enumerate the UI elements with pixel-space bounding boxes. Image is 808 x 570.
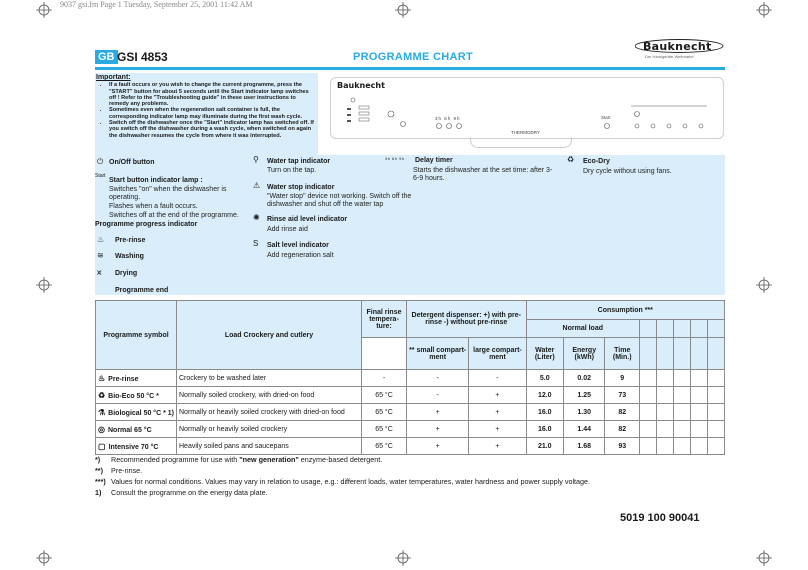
salt-level-title: Salt level indicator (267, 242, 329, 249)
registration-mark-icon (36, 2, 52, 18)
header-rule (95, 67, 725, 70)
page-header (95, 40, 725, 68)
eco-dry-icon: ♻ (567, 155, 575, 164)
col-consumption: Consumption *** (526, 301, 724, 320)
col-normal-load: Normal load (526, 320, 639, 338)
start-indicator-text: Switches "on" when the dishwasher is operating. Flashes when a fault occurs. Switches off at the end of the programme. (109, 186, 239, 219)
col-small-compartment: ** small compart- ment (407, 338, 469, 370)
country-badge: GB (95, 50, 118, 64)
important-notice (95, 73, 318, 155)
important-item: • Switch off the dishwasher once the "Start" indicator lamp has switched off. If you switch off the dishwasher during a wash cycle, when switched on again the dishwasher resumes the cycle from where it was interrupted. (109, 120, 314, 139)
registration-mark-icon (756, 277, 772, 293)
prerinse-icon: ♨ (97, 235, 105, 244)
footnotes (95, 454, 590, 498)
registration-mark-icon (36, 277, 52, 293)
col-time: Time (Min.) (605, 338, 640, 370)
eco-dry-text: Dry cycle without using fans. (583, 168, 672, 175)
col-large-compartment: large compart- ment (469, 338, 526, 370)
panel-controls-icon (331, 78, 723, 138)
col-final-rinse: Final rinse tempera- ture: (362, 301, 407, 338)
col-programme-symbol: Programme symbol (96, 301, 177, 370)
footnote: ***) Values for normal conditions. Values may vary in relation to usage, e.g.: different loads, water temperatures, water hardness and power supply voltage. (95, 477, 591, 486)
footnote: **) Pre-rinse. (95, 466, 143, 475)
delay-timer-text: Starts the dishwasher at the set time: after 3-6-9 hours. (413, 167, 553, 182)
start-label-icon: Start (95, 173, 106, 179)
col-detergent: Detergent dispenser: +) with pre-rinse -) without pre-rinse (407, 301, 527, 338)
control-panel-base (470, 137, 572, 148)
biological-icon: ⚗ (98, 407, 106, 417)
panel-start-label: Start (601, 115, 611, 120)
programme-table (95, 300, 725, 455)
file-header-line: 9037 gsi.fm Page 1 Tuesday, September 25, 2001 11:42 AM (60, 0, 253, 9)
delay-timer-icon: 3h 6h 9h (385, 156, 405, 161)
delay-timer-title: Delay timer (415, 157, 453, 164)
registration-mark-icon (395, 2, 411, 18)
water-stop-text: "Water stop" device not working. Switch off the dishwasher and shut off the water tap (267, 193, 412, 208)
control-panel-illustration (320, 73, 725, 155)
water-stop-title: Water stop indicator (267, 184, 335, 191)
table-row: ♨ Pre-rinse Crockery to be washed later - - - 5.0 0.02 9 (96, 370, 725, 387)
intensive-icon: ▢ (98, 441, 106, 451)
rinse-aid-text: Add rinse aid (267, 226, 308, 233)
page-title: PROGRAMME CHART (353, 51, 473, 63)
drying-icon: ⩙ (97, 268, 102, 277)
programme-end-label: Programme end (115, 287, 169, 294)
table-row: ⚗ Biological 50 °C * 1) Normally or heavily soiled crockery with dried-on food 65 °C + + 16.0 1.30 82 (96, 404, 725, 421)
table-row: ♻ Bio-Eco 50 °C * Normally soiled crockery, with dried-on food 65 °C - + 12.0 1.25 73 (96, 387, 725, 404)
bio-eco-icon: ♻ (98, 390, 106, 400)
water-tap-text: Turn on the tap. (267, 167, 317, 174)
important-title: Important: (96, 74, 131, 81)
col-water: Water (Liter) (526, 338, 563, 370)
rinse-aid-icon: ✺ (253, 213, 260, 222)
model-number: GSI 4853 (117, 50, 168, 64)
part-number: 5019 100 90041 (620, 512, 700, 524)
progress-indicator-title: Programme progress indicator (95, 221, 198, 228)
drying-label: Drying (115, 270, 138, 277)
normal-icon: ◎ (98, 424, 105, 434)
footnote: *) Recommended programme for use with "new generation" enzyme-based detergent. (95, 455, 383, 464)
panel-thermodry-label: THERMODRY (511, 130, 540, 135)
water-stop-icon: ⚠ (253, 181, 261, 190)
power-icon: ⏻ (97, 157, 104, 166)
footnote: 1) Consult the programme on the energy data plate. (95, 488, 268, 497)
important-item: • If a fault occurs or you wish to change the current programme, press the "START" button for about 5 seconds until the Start indicator lamp switches off ! Refer to the "Troubleshooting guide" in these user instructions to remedy any problems. (109, 82, 314, 107)
washing-icon: ≋ (97, 251, 104, 260)
prerinse-label: Pre-rinse (115, 237, 146, 244)
registration-mark-icon (756, 550, 772, 566)
water-tap-title: Water tap indicator (267, 158, 331, 165)
washing-label: Washing (115, 253, 144, 260)
rinse-aid-title: Rinse aid level indicator (267, 216, 348, 223)
eco-dry-title: Eco-Dry (583, 158, 610, 165)
important-item: • Sometimes even when the regeneration salt container is full, the corresponding indicator lamp may illuminate during the first wash cycle. (109, 107, 314, 120)
salt-icon: S (253, 239, 259, 248)
prerinse-icon: ♨ (98, 373, 106, 383)
col-energy: Energy (kWh) (563, 338, 604, 370)
registration-mark-icon (756, 2, 772, 18)
registration-mark-icon (36, 550, 52, 566)
salt-level-text: Add regeneration salt (267, 252, 334, 259)
water-tap-icon: ⚲ (253, 155, 259, 164)
registration-mark-icon (395, 550, 411, 566)
col-load: Load Crockery and cutlery (177, 301, 362, 370)
table-row: ◎ Normal 65 °C Normally or heavily soiled crockery 65 °C + + 16.0 1.44 82 (96, 421, 725, 438)
control-panel-outline (330, 77, 724, 139)
panel-brand: Bauknecht (337, 81, 385, 90)
start-indicator-title: Start button indicator lamp : (109, 177, 203, 184)
brand-logo: Bauknecht Der Hausgeräte-Weltmarke (635, 40, 725, 64)
onoff-label: On/Off button (109, 159, 155, 166)
panel-timer-label: 3h 6h 9h (435, 116, 461, 121)
indicator-legend (95, 155, 725, 295)
table-row: ▢ Intensive 70 °C Heavily soiled pans and saucepans 65 °C + + 21.0 1.68 93 (96, 438, 725, 455)
